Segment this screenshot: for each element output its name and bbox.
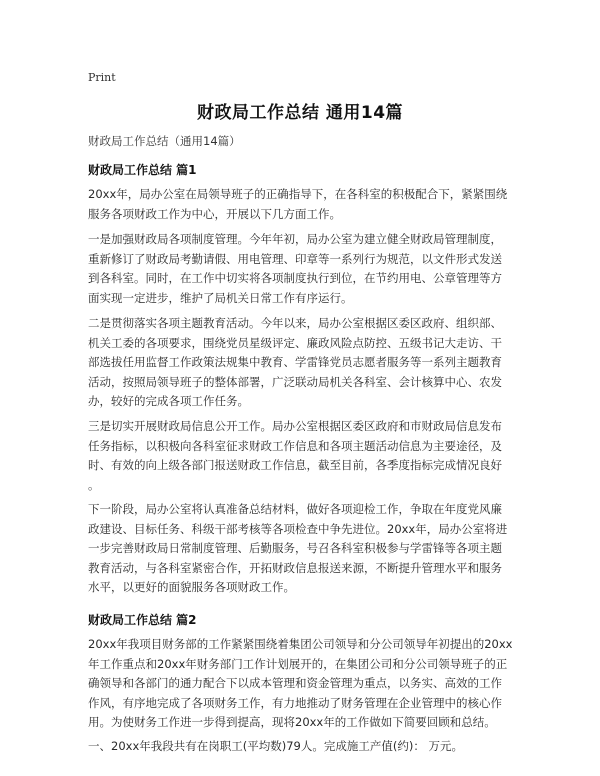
paragraph-line: 面实现一定进步，维护了局机关日常工作有序运行。 <box>88 290 353 305</box>
paragraph-line: 水平，以更好的面貌服务各项财政工作。 <box>88 580 295 595</box>
paragraph-line: 办，较好的完成各项工作任务。 <box>88 394 249 409</box>
paragraph-line: 任务指标，以积极向各科室征求财政工作信息和各项主题活动信息为主要途径，及 <box>88 438 502 453</box>
paragraph-line: 确领导和各部门的通力配合下以成本管理和资金管理为重点，以务实、高效的工作 <box>88 676 502 691</box>
paragraph-line: 。 <box>88 477 100 492</box>
paragraph-4 <box>88 417 514 495</box>
paragraph-line: 作风，有序地完成了各项财务工作，有力地推动了财务管理在企业管理中的核心作 <box>88 695 502 710</box>
paragraph-line: 用。为使财务工作进一步得到提高，现将20xx年的工作做如下简要回顾和总结。 <box>88 715 496 730</box>
paragraph-line: 年工作重点和20xx年财务部门工作计划展开的，在集团公司和分公司领导班子的正 <box>88 656 508 671</box>
paragraph-5 <box>88 500 514 598</box>
paragraph-line: 服务各项财政工作为中心，开展以下几方面工作。 <box>88 206 341 221</box>
print-label[interactable]: Print <box>88 71 116 84</box>
paragraph-line: 教育活动，与各科室紧密合作，开拓财政信息报送来源，不断提升管理水平和服务 <box>88 560 502 575</box>
paragraph-line: 政建设、目标任务、科级干部考核等各项检查中争先进位。20xx年，局办公室将进 <box>88 521 508 536</box>
paragraph-line: 20xx年我项目财务部的工作紧紧围绕着集团公司领导和分公司领导年初提出的20xx <box>88 637 513 651</box>
paragraph-line: 下一阶段，局办公室将认真准备总结材料，做好各项迎检工作，争取在年度党风廉 <box>88 502 502 516</box>
paragraph-1 <box>88 185 514 224</box>
paragraph-line: 一步完善财政局日常制度管理、后勤服务，号召各科室积极参与学雷锋等各项主题 <box>88 541 502 556</box>
paragraph-line: 到各科室。同时，在工作中切实将各项制度执行到位，在节约用电、公章管理等方 <box>88 271 502 286</box>
paragraph-line: 机关工委的各项要求，围绕党员星级评定、廉政风险点防控、五级书记大走访、干 <box>88 335 502 350</box>
document-subtitle: 财政局工作总结（通用14篇） <box>88 134 241 148</box>
document-title: 财政局工作总结 通用14篇 <box>196 103 404 123</box>
paragraph-line: 一、20xx年我段共有在岗职工(平均数)79人。完成施工产值(约)： 万元。 <box>88 739 463 753</box>
paragraph-line: 活动，按照局领导班子的整体部署，广泛联动局机关各科室、会计核算中心、农发 <box>88 374 502 389</box>
paragraph-line: 时、有效的向上级各部门报送财政工作信息，截至目前，各季度指标完成情况良好 <box>88 458 502 473</box>
section-heading-2: 财政局工作总结 篇2 <box>88 613 197 627</box>
section-heading-1: 财政局工作总结 篇1 <box>88 163 197 177</box>
paragraph-2 <box>88 230 514 308</box>
paragraph-line: 一是加强财政局各项制度管理。今年年初，局办公室为建立健全财政局管理制度， <box>88 232 502 246</box>
paragraph-line: 部选拔任用监督工作政策法规集中教育、学雷锋党员志愿者服务等一系列主题教育 <box>88 355 502 370</box>
paragraph-line: 重新修订了财政局考勤请假、用电管理、印章等一系列行为规范，以文件形式发送 <box>88 251 502 266</box>
paragraph-line: 二是贯彻落实各项主题教育活动。今年以来，局办公室根据区委区政府、组织部、 <box>88 316 502 330</box>
paragraph-6 <box>88 635 514 733</box>
paragraph-line: 20xx年，局办公室在局领导班子的正确指导下，在各科室的积极配合下，紧紧围绕 <box>88 187 508 201</box>
paragraph-3 <box>88 314 514 412</box>
paragraph-7 <box>88 737 514 757</box>
paragraph-line: 三是切实开展财政局信息公开工作。局办公室根据区委区政府和市财政局信息发布 <box>88 419 502 433</box>
